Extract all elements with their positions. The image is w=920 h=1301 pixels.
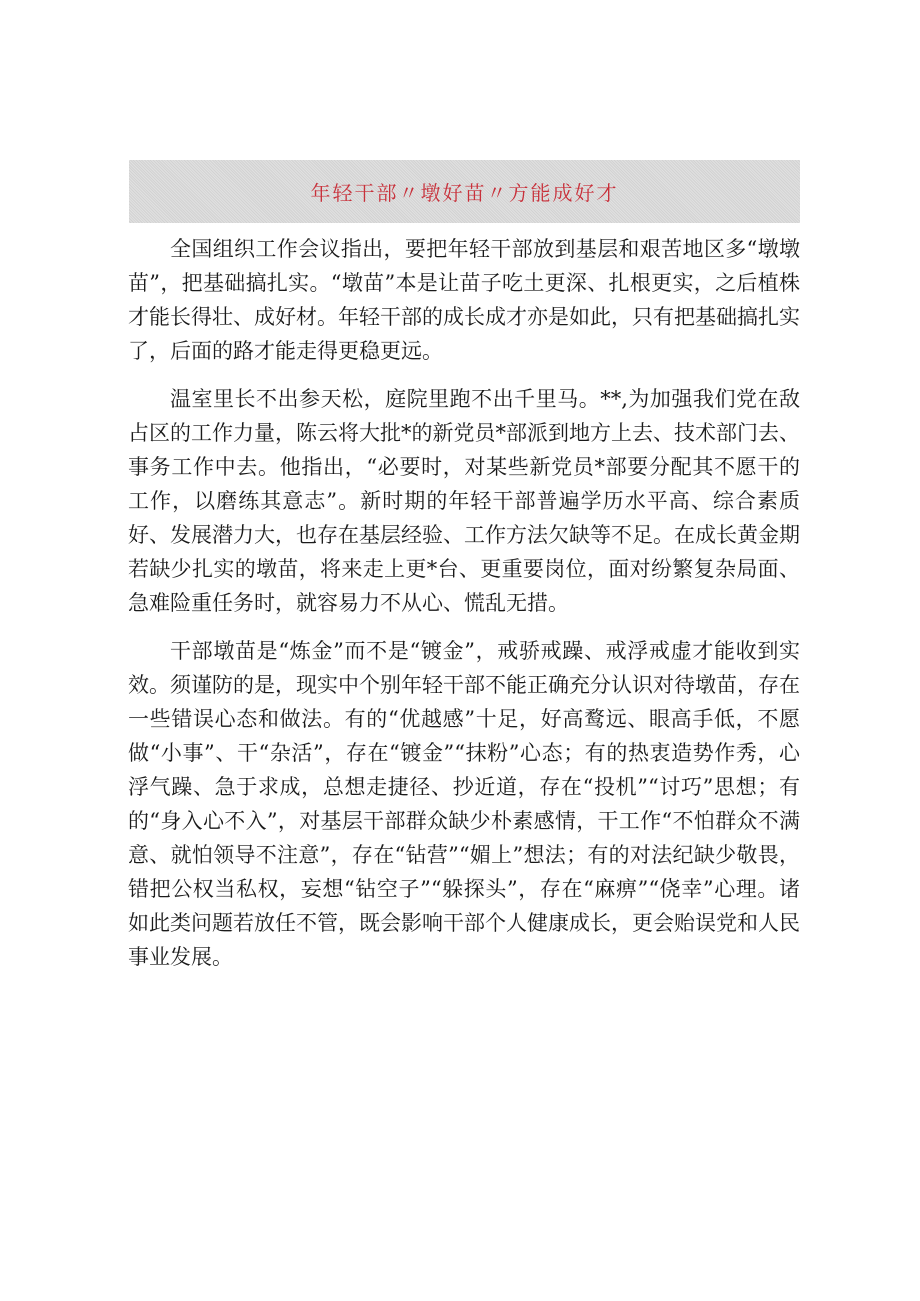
- title-banner: [129, 160, 800, 223]
- paragraph-2: 温室里长不出参天松，庭院里跑不出千里马。**,为加强我们党在敌占区的工作力量，陈云将大批*的新党员*部派到地方上去、技术部门去、事务工作中去。他指出，“必要时，对某些新党员*部要分配其不愿干的工作，以磨练其意志”。新时期的年轻干部普遍学历水平高、综合素质好、发展潜力大，也存在基层经验、工作方法欠缺等不足。在成长黄金期若缺少扎实的墩苗，将来走上更*台、更重要岗位，面对纷繁复杂局面、急难险重任务时，就容易力不从心、慌乱无措。: [128, 387, 800, 615]
- paragraph-3: 干部墩苗是“炼金”而不是“镀金”，戒骄戒躁、戒浮戒虚才能收到实效。须谨防的是，现实中个别年轻干部不能正确充分认识对待墩苗，存在一些错误心态和做法。有的“优越感”十足，好高鹜远、眼高手低，不愿做“小事”、干“杂活”，存在“镀金”“抹粉”心态；有的热衷造势作秀，心浮气躁、急于求成，总想走捷径、抄近道，存在“投机”“讨巧”思想；有的“身入心不入”，对基层干部群众缺少朴素感情，干工作“不怕群众不满意、就怕领导不注意”，存在“钻营”“媚上”想法；有的对法纪缺少敬畏，错把公权当私权，妄想“钻空子”“躲探头”，存在“麻痹”“侥幸”心理。诸如此类问题若放任不管，既会影响干部个人健康成长，更会贻误党和人民事业发展。: [128, 639, 800, 969]
- document-body: [128, 232, 800, 988]
- document-title: 年轻干部〃墩好苗〃方能成好才: [310, 181, 619, 205]
- paragraph-1: 全国组织工作会议指出，要把年轻干部放到基层和艰苦地区多“墩墩苗”，把基础搞扎实。“墩苗”本是让苗子吃土更深、扎根更实，之后植株才能长得壮、成好材。年轻干部的成长成才亦是如此，只有把基础搞扎实了，后面的路才能走得更稳更远。: [128, 237, 800, 363]
